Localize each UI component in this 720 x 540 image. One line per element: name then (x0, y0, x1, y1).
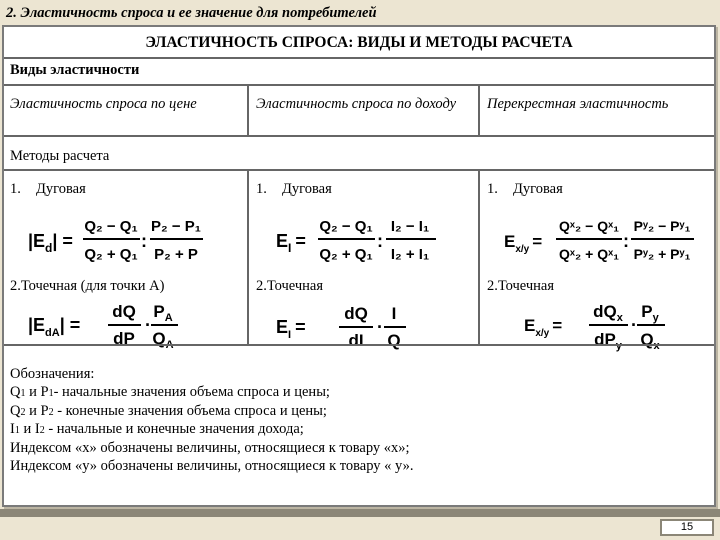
notes-line: Q2 и P2 - конечные значения объема спроса и цены; (10, 402, 327, 419)
type-price-elasticity: Эластичность спроса по цене (10, 96, 197, 112)
svg-text:dI: dI (348, 331, 364, 350)
svg-text:I: I (391, 304, 397, 323)
divider (4, 344, 714, 346)
formula-income-point (276, 299, 426, 360)
method-arc-label: 1. Дуговая (10, 181, 86, 197)
formula-price-arc (28, 207, 208, 278)
method-point-label: 2.Точечная (487, 278, 555, 294)
formula-price-point (28, 297, 188, 358)
svg-text:dQ: dQ (344, 304, 368, 323)
svg-text:P₂ − P₁: P₂ − P₁ (151, 218, 201, 235)
column-divider (247, 84, 249, 135)
svg-text:dPy: $dP_y$ (594, 330, 622, 352)
notes-line: I1 и I2 - начальные и конечные значения дохода; (10, 421, 304, 438)
method-arc-label: 1. Дуговая (487, 181, 563, 197)
formula-income-arc (276, 207, 446, 278)
method-point-label: 2.Точечная (256, 278, 324, 294)
type-cross-elasticity: Перекрестная эластичность (487, 96, 669, 112)
method-point-label: 2.Точечная (для точки А) (10, 278, 165, 294)
svg-text:Qx: $Q_x$ (640, 330, 660, 352)
divider (4, 169, 714, 171)
svg-text:dQ: dQ (112, 302, 136, 321)
table-title: ЭЛАСТИЧНОСТЬ СПРОСА: ВИДЫ И МЕТОДЫ РАСЧЕТА (145, 34, 573, 51)
svg-text:Q₂ + Q₁: Q₂ + Q₁ (319, 246, 373, 263)
notes-line: Q1 и P1- начальные значения объема спроса и цены; (10, 383, 330, 400)
column-divider (478, 169, 480, 344)
svg-text:Q: Q (387, 331, 401, 350)
svg-text:QA: $Q_A$ (152, 329, 174, 351)
svg-text:·: · (145, 315, 151, 335)
svg-text:Pʸ₂ + Pʸ₁: Pʸ₂ + Pʸ₁ (633, 246, 691, 262)
svg-text:Q₂ − Q₁: Q₂ − Q₁ (319, 218, 373, 235)
svg-text:Q₂ + Q₁: Q₂ + Q₁ (84, 246, 138, 263)
divider (4, 135, 714, 137)
methods-heading: Методы расчета (10, 148, 110, 164)
slide-title: 2. Эластичность спроса и ее значение для потребителей (6, 5, 377, 21)
method-arc-label: 1. Дуговая (256, 181, 332, 197)
svg-text:dQx: $dQ_x$ (593, 302, 623, 324)
svg-text:Qˣ₂ + Qˣ₁: Qˣ₂ + Qˣ₁ (559, 246, 619, 262)
svg-text:|EdA| =: $|E_{dA}|$ = (28, 315, 81, 339)
page-number: 15 (660, 519, 714, 536)
notation-block (10, 366, 708, 476)
svg-text:I₂ + I₁: I₂ + I₁ (390, 246, 430, 263)
svg-text:Ex/y=: $E_{x/y}$ = (524, 316, 563, 339)
divider (4, 57, 714, 59)
svg-text:I₂ − I₁: I₂ − I₁ (390, 218, 430, 235)
column-divider (247, 169, 249, 344)
svg-text:dP: dP (113, 329, 135, 348)
svg-text:·: · (631, 315, 637, 335)
svg-text::: : (141, 231, 147, 251)
svg-text:PA: $P_A$ (153, 302, 173, 324)
content-table (2, 25, 716, 507)
notes-line: Индексом «у» обозначены величины, относящиеся к товару « у». (10, 457, 414, 474)
column-divider (478, 84, 480, 135)
svg-text:|Ed| =: $|E_d|$ = (28, 231, 73, 255)
svg-text:Ex/y=: $E_{x/y}$ = (504, 232, 543, 255)
formula-cross-arc (504, 207, 704, 278)
svg-text:Pʸ₂ − Pʸ₁: Pʸ₂ − Pʸ₁ (633, 218, 691, 234)
svg-text:Q₂ − Q₁: Q₂ − Q₁ (84, 218, 138, 235)
svg-text:EI=: $E_I$ = (276, 231, 306, 255)
divider (4, 84, 714, 86)
types-heading: Виды эластичности (10, 62, 140, 78)
svg-text::: : (623, 231, 629, 251)
svg-text:P₂ + P: P₂ + P (154, 246, 198, 263)
svg-text::: : (377, 231, 383, 251)
formula-cross-point (524, 295, 674, 360)
svg-text:Qˣ₂ − Qˣ₁: Qˣ₂ − Qˣ₁ (559, 218, 619, 234)
footer-bar (0, 509, 720, 517)
notes-line: Индексом «х» обозначены величины, относящиеся к товару «х»; (10, 440, 410, 457)
notes-heading: Обозначения: (10, 366, 95, 382)
svg-text:·: · (377, 317, 383, 337)
svg-text:EI=: $E_I$ = (276, 317, 306, 341)
svg-text:Py: $P_y$ (641, 302, 659, 324)
type-income-elasticity: Эластичность спроса по доходу (256, 96, 457, 112)
